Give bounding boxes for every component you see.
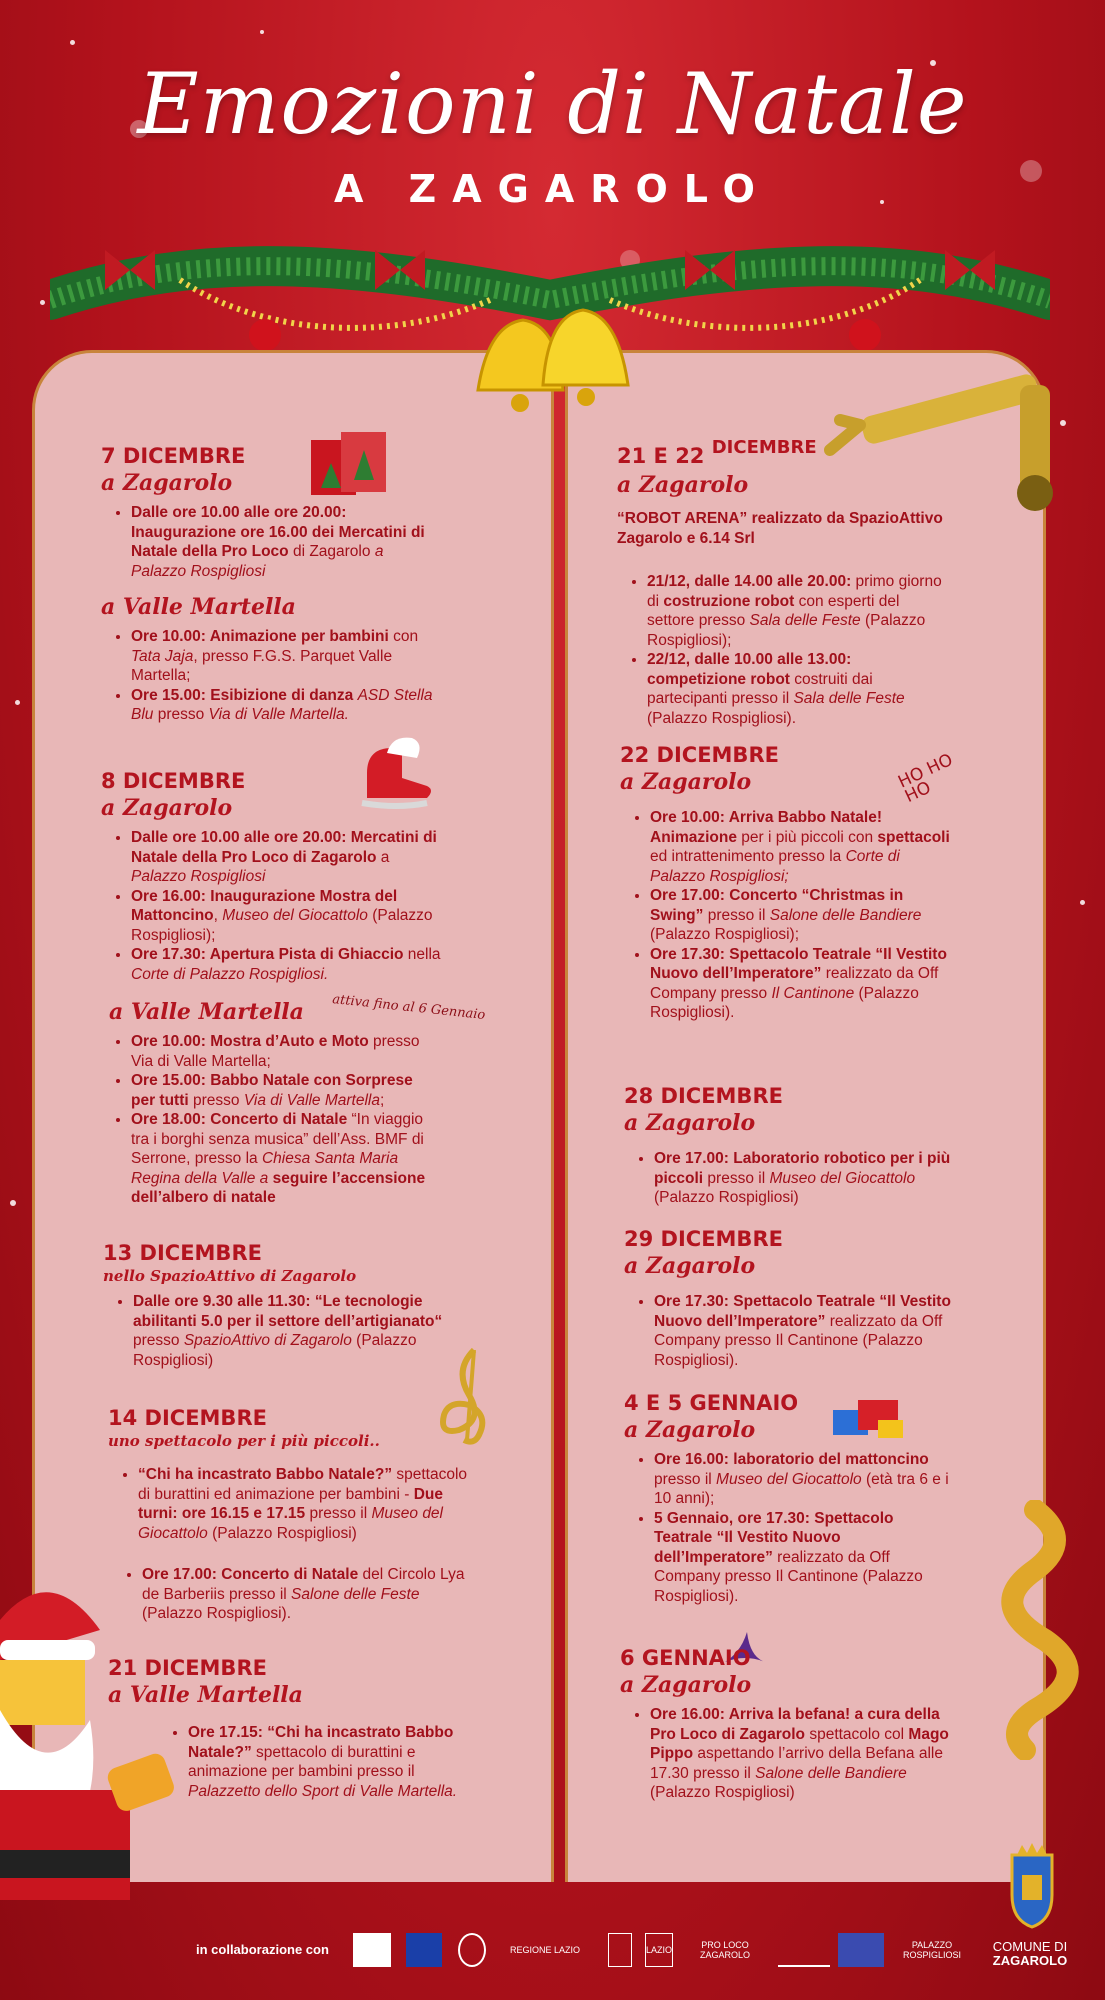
list-item: • Dalle ore 10.00 alle ore 20.00: Mercatini di Natale della Pro Loco di Zagarolo a Palazzo Rospigliosi [131,828,441,887]
section-14-dicembre [108,1405,468,1624]
section-4-5-gennaio [624,1390,954,1606]
list-item: • Dalle ore 9.30 alle 11.30: “Le tecnologie abilitanti 5.0 per il settore dell’artigianato“ presso SpazioAttivo di Zagarolo (Palazzo Rospigliosi) [133,1292,443,1370]
place-title: a Valle Martella [108,1682,303,1708]
list-item: • Ore 10.00: Animazione per bambini con Tata Jaja, presso F.G.S. Parquet Valle Martella; [131,627,441,686]
section-6-gennaio [620,1645,950,1803]
section-21-dicembre [108,1655,468,1801]
title-subtitle: A ZAGAROLO [334,167,771,211]
section-29-dicembre [624,1226,954,1370]
partner-logo [838,1933,884,1967]
day-title: 14 DICEMBRE [108,1406,267,1430]
list-item: • Ore 17.00: Laboratorio robotico per i più piccoli presso il Museo del Giocattolo (Palazzo Rospigliosi) [654,1149,954,1208]
regione-lazio-logo: REGIONE LAZIO [509,1945,580,1955]
section-8-dicembre [101,768,441,1208]
day-title: 29 DICEMBRE [624,1227,783,1251]
partner-logo [458,1933,486,1967]
section-28-dicembre [624,1083,954,1208]
list-item: • Ore 15.00: Babbo Natale con Sorprese per tutti presso Via di Valle Martella; [131,1071,441,1110]
list-item: • Dalle ore 10.00 alle ore 20.00: Inaugurazione ore 16.00 dei Mercatini di Natale della Pro Loco di Zagarolo a Palazzo Rospigliosi [131,503,441,581]
hoho-label: HO HO HO [895,749,956,807]
day-title: 21 E 22 DICEMBRE [617,437,817,468]
title-script: Emozioni di Natale [137,55,968,153]
list-item: • Ore 17.30: Spettacolo Teatrale “Il Vestito Nuovo dell’Imperatore” realizzato da Off Company presso Il Cantinone (Palazzo Rospigliosi). [654,1292,954,1370]
partner-logo [353,1933,391,1967]
section-intro: “ROBOT ARENA” realizzato da SpazioAttivo Zagarolo e 6.14 Srl [617,510,943,547]
comune-label: COMUNE DI ZAGAROLO [992,1939,1068,1968]
place-title: a Zagarolo [624,1417,756,1443]
place-title: nello SpazioAttivo di Zagarolo [103,1267,357,1285]
ribbon-decoration [975,1500,1105,1760]
day-title: 8 DICEMBRE [101,769,246,793]
palazzo-rospigliosi-logo: PALAZZO ROSPIGLIOSI [902,1940,962,1960]
list-item: • Ore 16.00: laboratorio del mattoncino presso il Museo del Giocattolo (età tra 6 e i 10 anni); [654,1450,954,1509]
place-title: a Zagarolo [101,795,233,821]
list-item: • Ore 10.00: Arriva Babbo Natale! Animazione per i più piccoli con spettacoli ed intrattenimento presso la Corte di Palazzo Rospigliosi; [650,808,950,886]
note-pista: attiva fino al 6 Gennaio [331,992,486,1023]
partner-logo [608,1933,632,1967]
list-item: • Ore 16.00: Inaugurazione Mostra del Mattoncino, Museo del Giocattolo (Palazzo Rospigliosi); [131,887,441,946]
list-item: • 22/12, dalle 10.00 alle 13.00: competizione robot costruiti dai partecipanti presso il Sala delle Feste (Palazzo Rospigliosi). [647,650,947,728]
section-7-dicembre [101,443,441,725]
comune-crest-icon [1002,1840,1062,1930]
lazio-logo: LAZIO [645,1933,673,1967]
list-item: • Ore 15.00: Esibizione di danza ASD Stella Blu presso Via di Valle Martella. [131,686,441,725]
pro-loco-logo: PRO LOCO ZAGAROLO [699,1940,750,1960]
place-title: a Zagarolo [101,470,233,496]
day-title: 28 DICEMBRE [624,1084,783,1108]
place-title: a Zagarolo [624,1253,756,1279]
day-title: 21 DICEMBRE [108,1656,267,1680]
day-title: 6 GENNAIO [620,1646,751,1670]
place-title: a Zagarolo [620,1672,752,1698]
section-21-22-dicembre [617,437,947,728]
list-item: • Ore 17.00: Concerto “Christmas in Swing” presso il Salone delle Bandiere (Palazzo Rospigliosi); [650,886,950,945]
list-item: • Ore 10.00: Mostra d’Auto e Moto presso Via di Valle Martella; [131,1032,441,1071]
day-title: 22 DICEMBRE [620,743,779,767]
section-13-dicembre [103,1240,443,1370]
list-item: • Ore 17.30: Spettacolo Teatrale “Il Vestito Nuovo dell’Imperatore” realizzato da Off Company presso Il Cantinone (Palazzo Rospigliosi). [650,945,950,1023]
list-item: • “Chi ha incastrato Babbo Natale?” spettacolo di burattini ed animazione per bambini - Due turni: ore 16.15 e 17.15 presso il Museo del Giocattolo (Palazzo Rospigliosi) [138,1465,468,1543]
list-item: • 5 Gennaio, ore 17.30: Spettacolo Teatrale “Il Vestito Nuovo dell’Imperatore” realizzato da Off Company presso Il Cantinone (Palazzo Rospigliosi). [654,1509,954,1607]
list-item: • Ore 16.00: Arriva la befana! a cura della Pro Loco di Zagarolo spettacolo col Mago Pippo aspettando l’arrivo della Befana alle 17.30 presso il Salone delle Bandiere (Palazzo Rospigliosi) [650,1705,950,1803]
place-title: a Valle Martella [101,594,296,620]
day-title: 7 DICEMBRE [101,444,246,468]
collaboration-label: in collaborazione con [196,1942,329,1957]
place-title: a Zagarolo [620,769,752,795]
day-title: 13 DICEMBRE [103,1241,262,1265]
list-item: • Ore 17.00: Concerto di Natale del Circolo Lya de Barberiis presso il Salone delle Feste (Palazzo Rospigliosi). [142,1565,468,1624]
place-title: a Valle Martella [109,999,304,1025]
list-item: • 21/12, dalle 14.00 alle 20.00: primo giorno di costruzione robot con esperti del settore presso Sala delle Feste (Palazzo Rospigliosi); [647,572,947,650]
list-item: • Ore 17.15: “Chi ha incastrato Babbo Natale?” spettacolo di burattini e animazione per bambini presso il Palazzetto dello Sport di Valle Martella. [188,1723,468,1801]
bells-icon [468,295,638,425]
list-item: • Ore 18.00: Concerto di Natale “In viaggio tra i borghi senza musica” dell’Ass. BMF di Serrone, presso la Chiesa Santa Maria Regina della Valle a seguire l’accensione dell’albero di natale [131,1110,441,1208]
place-title: a Zagarolo [624,1110,756,1136]
day-title: 4 E 5 GENNAIO [624,1391,799,1415]
place-title: a Zagarolo [617,472,749,498]
eu-flag-icon [406,1933,442,1967]
partner-logo [778,1933,830,1967]
list-item: • Ore 17.30: Apertura Pista di Ghiaccio nella Corte di Palazzo Rospigliosi. [131,945,441,984]
place-title: uno spettacolo per i più piccoli.. [108,1432,380,1450]
